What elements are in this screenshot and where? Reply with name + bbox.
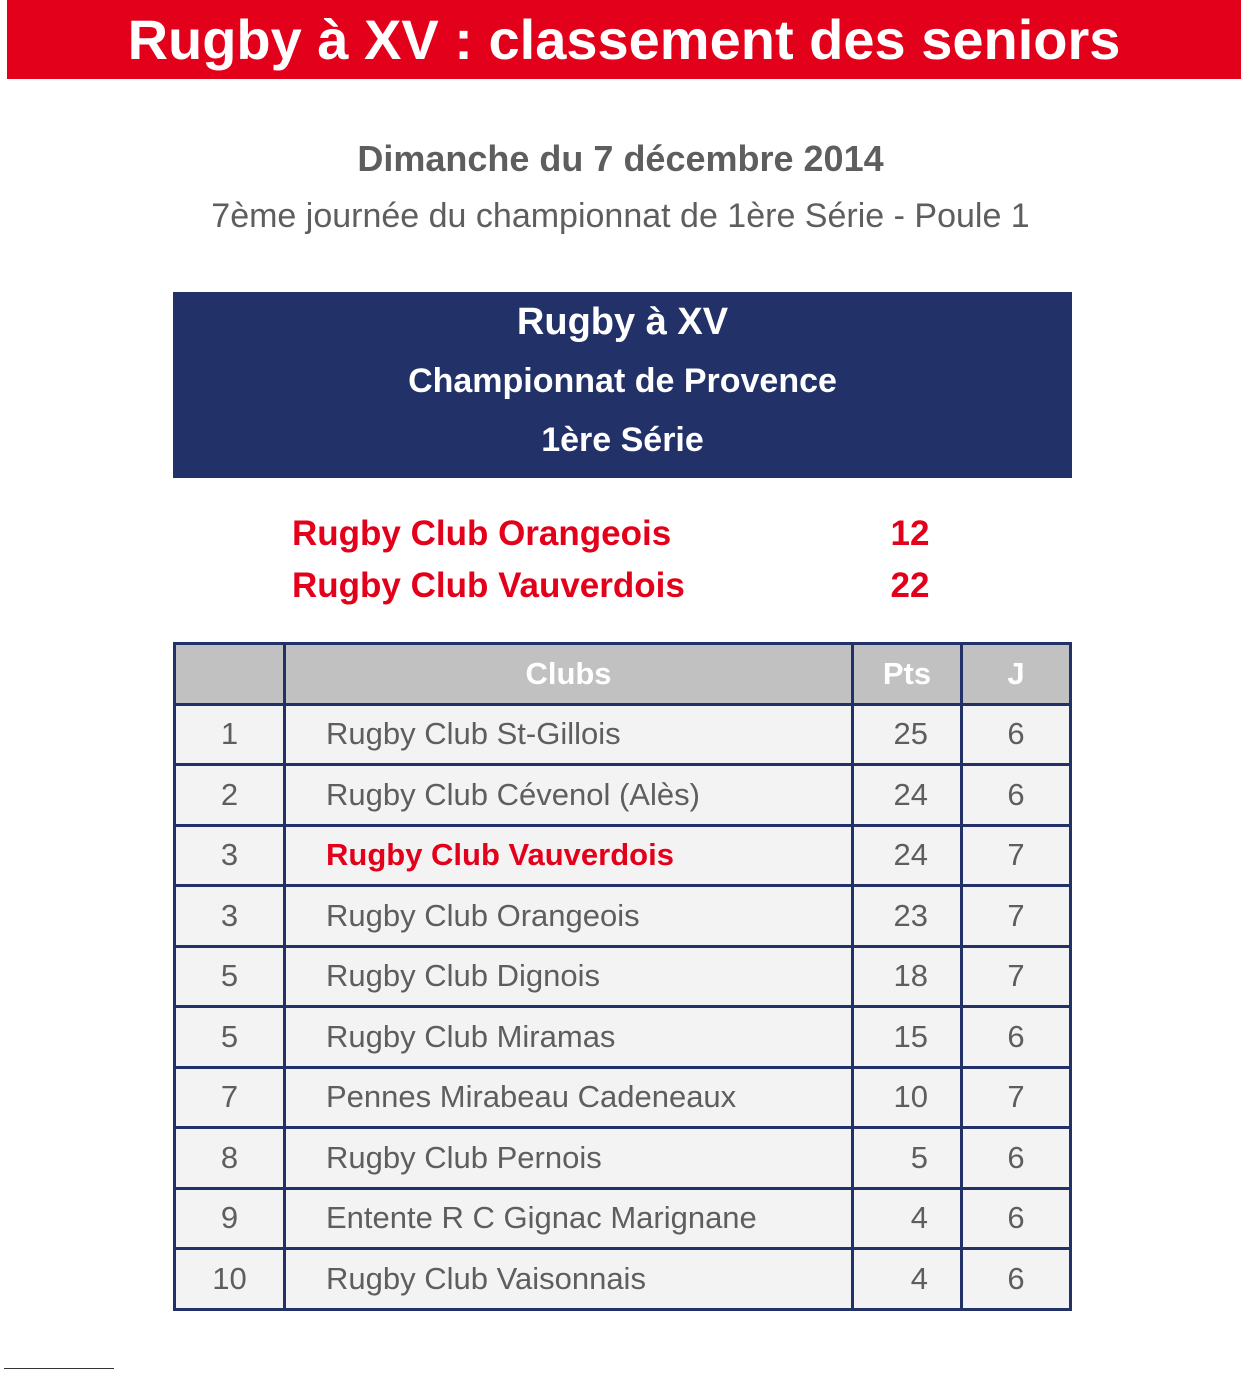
page-banner-title: Rugby à XV : classement des seniors (7, 0, 1241, 79)
match-date: Dimanche du 7 décembre 2014 (357, 138, 884, 179)
played-cell: 6 (962, 1128, 1071, 1189)
points-cell: 25 (853, 704, 962, 765)
played-cell: 7 (962, 886, 1071, 947)
rank-cell: 9 (175, 1188, 285, 1249)
club-cell: Rugby Club Vaisonnais (285, 1249, 853, 1310)
header-played: J (962, 644, 1071, 705)
rank-cell: 3 (175, 825, 285, 886)
competition-box (173, 292, 1072, 478)
result-score: 12 (890, 514, 930, 553)
club-cell: Entente R C Gignac Marignane (285, 1188, 853, 1249)
rank-cell: 5 (175, 1007, 285, 1068)
result-team: Rugby Club Vauverdois (292, 566, 685, 605)
club-cell: Rugby Club Pernois (285, 1128, 853, 1189)
played-cell: 7 (962, 946, 1071, 1007)
club-cell: Rugby Club Orangeois (285, 886, 853, 947)
club-cell: Rugby Club Vauverdois (285, 825, 853, 886)
played-cell: 7 (962, 1067, 1071, 1128)
rank-cell: 7 (175, 1067, 285, 1128)
table-row (175, 886, 1071, 947)
points-cell: 4 (853, 1249, 962, 1310)
club-cell: Rugby Club Miramas (285, 1007, 853, 1068)
points-cell: 18 (853, 946, 962, 1007)
points-cell: 15 (853, 1007, 962, 1068)
competition-name: Championnat de Provence (408, 362, 837, 400)
club-cell: Rugby Club St-Gillois (285, 704, 853, 765)
points-cell: 5 (853, 1128, 962, 1189)
table-row (175, 946, 1071, 1007)
played-cell: 6 (962, 1249, 1071, 1310)
rank-cell: 5 (175, 946, 285, 1007)
result-score: 22 (890, 566, 930, 605)
rank-cell: 10 (175, 1249, 285, 1310)
points-cell: 23 (853, 886, 962, 947)
competition-division: 1ère Série (541, 421, 704, 459)
header-points: Pts (853, 644, 962, 705)
rank-cell: 2 (175, 765, 285, 826)
rank-cell: 8 (175, 1128, 285, 1189)
table-row (175, 765, 1071, 826)
played-cell: 6 (962, 765, 1071, 826)
played-cell: 7 (962, 825, 1071, 886)
played-cell: 6 (962, 1007, 1071, 1068)
points-cell: 24 (853, 765, 962, 826)
club-cell: Pennes Mirabeau Cadeneaux (285, 1067, 853, 1128)
matchday-subtitle: 7ème journée du championnat de 1ère Série - Poule 1 (211, 197, 1030, 235)
points-cell: 4 (853, 1188, 962, 1249)
club-cell: Rugby Club Cévenol (Alès) (285, 765, 853, 826)
rank-cell: 3 (175, 886, 285, 947)
table-row (175, 1128, 1071, 1189)
points-cell: 24 (853, 825, 962, 886)
result-row-home (292, 514, 952, 558)
result-row-away (292, 566, 952, 610)
table-row (175, 1188, 1071, 1249)
header-rank (175, 644, 285, 705)
table-row-highlighted (175, 825, 1071, 886)
played-cell: 6 (962, 1188, 1071, 1249)
table-row (175, 1249, 1071, 1310)
table-row (175, 704, 1071, 765)
rank-cell: 1 (175, 704, 285, 765)
played-cell: 6 (962, 704, 1071, 765)
table-row (175, 1007, 1071, 1068)
competition-sport: Rugby à XV (516, 301, 729, 343)
club-cell: Rugby Club Dignois (285, 946, 853, 1007)
footnote-divider (4, 1368, 114, 1369)
standings-header-row (175, 644, 1071, 705)
standings-table (173, 642, 1072, 1311)
result-team: Rugby Club Orangeois (292, 514, 672, 553)
header-clubs: Clubs (285, 644, 853, 705)
table-row (175, 1067, 1071, 1128)
points-cell: 10 (853, 1067, 962, 1128)
